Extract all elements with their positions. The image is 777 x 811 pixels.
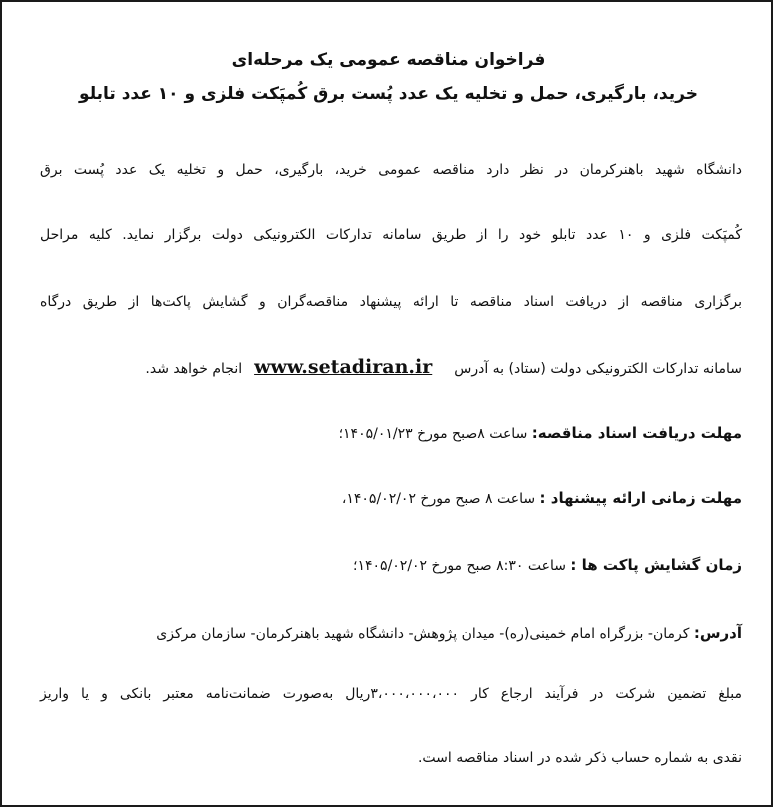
body-line-2: کُمپَکت فلزی و ۱۰ عدد تابلو خود را از طریق سامانه تدارکات الکترونیکی دولت برگزار نماید. کلیه مراحل [40, 227, 742, 243]
offer-deadline-label: مهلت زمانی ارائه پیشنهاد : [539, 489, 742, 507]
opening-time-value: ساعت ۸:۳۰ صبح مورخ ۱۴۰۵/۰۲/۰۲؛ [353, 558, 566, 574]
body-line-1: دانشگاه شهید باهنرکرمان در نظر دارد مناقصه عمومی خرید، بارگیری، حمل و تخلیه یک عدد پُست برق [40, 162, 742, 178]
opening-time-label: زمان گشایش پاکت ها : [570, 556, 742, 574]
body-line-4 [40, 356, 742, 378]
body-line-4-start: سامانه تدارکات الکترونیکی دولت (ستاد) به آدرس [454, 361, 742, 377]
doc-deadline-value: ساعت ۸صبح مورخ ۱۴۰۵/۰۱/۲۳؛ [338, 426, 528, 442]
opening-time [353, 556, 742, 574]
guarantee-line-1: مبلغ تضمین شرکت در فرآیند ارجاع کار ۳،۰۰۰،۰۰۰،۰۰۰ریال به‌صورت ضمانت‌نامه معتبر بانکی و یا واریز [40, 686, 743, 702]
address [156, 624, 742, 642]
notice-subtitle: خرید، بارگیری، حمل و تخلیه یک عدد پُست برق کُمپَکت فلزی و ۱۰ عدد تابلو [79, 84, 698, 104]
address-value: کرمان- بزرگراه امام خمینی(ره)- میدان پژوهش- دانشگاه شهید باهنرکرمان- سازمان مرکزی [156, 626, 690, 642]
doc-deadline-label: مهلت دریافت اسناد مناقصه: [531, 424, 742, 442]
doc-deadline [339, 424, 742, 442]
notice-title: فراخوان مناقصه عمومی یک مرحله‌ای [231, 50, 546, 70]
setad-url-link[interactable]: www.setadiran.ir [254, 356, 433, 378]
address-label: آدرس: [693, 624, 742, 642]
offer-deadline-value: ساعت ۸ صبح مورخ ۱۴۰۵/۰۲/۰۲، [341, 491, 536, 507]
body-line-4-end: انجام خواهد شد. [145, 361, 243, 377]
offer-deadline [342, 489, 742, 507]
body-line-3: برگزاری مناقصه از دریافت اسناد مناقصه تا ارائه پیشنهاد مناقصه‌گران و گشایش پاکت‌ها از طریق درگاه [40, 294, 742, 310]
guarantee-line-2: نقدی به شماره حساب ذکر شده در اسناد مناقصه است. [417, 750, 742, 766]
